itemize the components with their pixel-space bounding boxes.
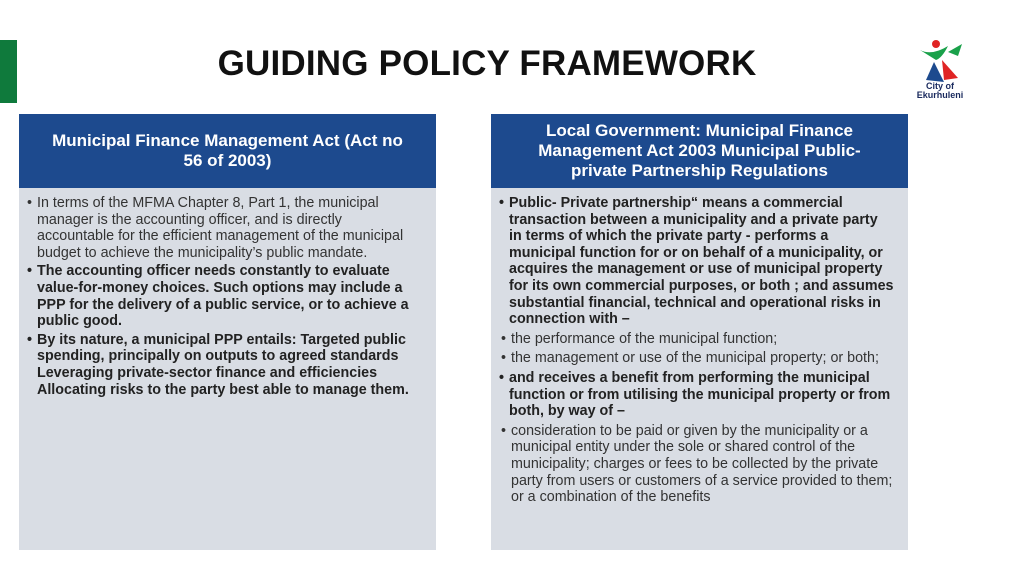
right-sub-bullet-2: • the management or use of the municipal property; or both; [501, 350, 894, 367]
logo-text [906, 82, 974, 100]
left-column [19, 114, 436, 550]
right-column-heading: Local Government: Municipal Finance Management Act 2003 Municipal Public-private Partnership Regulations [491, 114, 908, 188]
left-bullet-3: • By its nature, a municipal PPP entails: Targeted public spending, principally on outputs to agreed standards Leveraging private-sector finance and efficiencies Allocating risks to the party best able to manage them. [27, 332, 422, 398]
right-bullet-1: • Public- Private partnership“ means a commercial transaction between a municipality and a private party in terms of which the private party - performs a municipal function for or on behalf of a municipality, or acquires the management or use of municipal property for its own commercial purposes, or both ; and assumes substantial financial, technical and operational risks in connection with – [499, 195, 894, 328]
logo-text-line2: Ekurhuleni [916, 90, 964, 100]
left-bullet-1: • In terms of the MFMA Chapter 8, Part 1, the municipal manager is the accounting officer, and is directly accountable for the efficient management of the municipal budget to achieve the municipality’s public mandate. [27, 195, 422, 261]
left-column-heading: Municipal Finance Management Act (Act no 56 of 2003) [19, 114, 436, 188]
left-bullet-2: • The accounting officer needs constantly to evaluate value-for-money choices. Such options may include a PPP for the delivery of a public service, or to achieve a public good. [27, 263, 422, 329]
right-sub-bullet-1: • the performance of the municipal function; [501, 331, 894, 348]
right-bullet-2: • and receives a benefit from performing the municipal function or from utilising the municipal property or from both, by way of – [499, 370, 894, 420]
logo-text-line1: City of [926, 81, 954, 91]
right-sub-bullet-3: • consideration to be paid or given by the municipality or a municipal entity under the sole or shared control of the municipality; charges or fees to be collected by the private party from users or customers of a service provided to them; or a combination of the benefits [501, 423, 894, 506]
left-column-body [19, 188, 436, 398]
right-column [491, 114, 908, 550]
right-column-body [491, 188, 908, 506]
page-title: GUIDING POLICY FRAMEWORK [217, 44, 757, 83]
